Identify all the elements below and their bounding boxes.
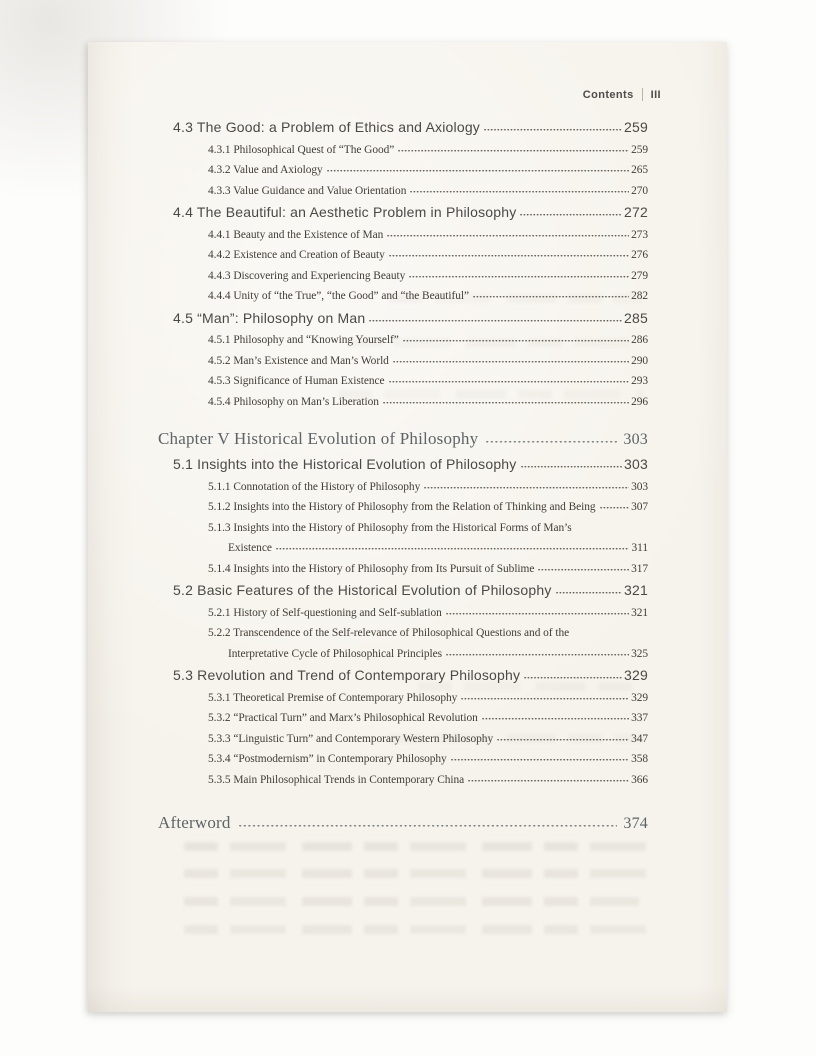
toc-entry bbox=[88, 810, 648, 837]
dot-leader bbox=[520, 214, 622, 216]
toc-entry bbox=[88, 453, 648, 477]
toc-entry-page-number: 347 bbox=[631, 732, 648, 745]
toc-entry-title: 5.1 Insights into the Historical Evolution of Philosophy bbox=[173, 456, 517, 472]
toc-entry-title: 4.4 The Beautiful: an Aesthetic Problem in Philosophy bbox=[173, 204, 517, 220]
toc-entry-title: 5.3 Revolution and Trend of Contemporary Philosophy bbox=[173, 667, 521, 683]
toc-entry-title: 4.4.2 Existence and Creation of Beauty bbox=[208, 249, 385, 261]
toc-entry bbox=[88, 559, 648, 580]
toc-entry bbox=[88, 708, 648, 729]
toc-entry-page-number: 307 bbox=[631, 501, 648, 513]
toc-entry bbox=[88, 664, 648, 688]
toc-entry bbox=[88, 497, 648, 518]
toc-entry-page-number: 282 bbox=[631, 290, 648, 302]
dot-leader bbox=[484, 129, 622, 131]
dot-leader bbox=[600, 507, 630, 509]
toc-entry bbox=[88, 201, 648, 225]
toc-entry bbox=[88, 623, 648, 644]
toc-entry-page-number: 285 bbox=[624, 309, 648, 326]
toc-entry bbox=[88, 371, 648, 392]
toc-entry-title: 5.3.3 “Linguistic Turn” and Contemporary Western Philosophy bbox=[208, 732, 494, 745]
toc-entry-title: 4.5.4 Philosophy on Man’s Liberation bbox=[208, 395, 379, 408]
toc-entry-page-number: 325 bbox=[631, 647, 648, 660]
dot-leader bbox=[521, 466, 623, 468]
toc-entry-title: 5.1.3 Insights into the History of Philosophy from the Historical Forms of Man’s bbox=[208, 521, 572, 534]
toc-entry-title: 4.5.3 Significance of Human Existence bbox=[208, 375, 385, 387]
book-page bbox=[88, 42, 727, 1012]
dot-leader bbox=[387, 235, 629, 237]
toc-entry-page-number: 296 bbox=[631, 395, 648, 408]
toc-entry-page-number: 329 bbox=[624, 667, 648, 683]
dot-leader bbox=[398, 150, 629, 152]
bleed-through-line bbox=[184, 869, 654, 878]
toc-entry-page-number: 337 bbox=[631, 712, 648, 724]
toc-entry bbox=[88, 688, 648, 709]
toc-entry-title: 4.5.1 Philosophy and “Knowing Yourself” bbox=[208, 334, 399, 346]
toc-entry-page-number: 259 bbox=[624, 119, 648, 135]
dot-leader bbox=[403, 340, 629, 342]
dot-leader bbox=[276, 548, 630, 550]
toc-entry bbox=[88, 426, 648, 453]
bleed-through-line bbox=[184, 897, 639, 906]
toc-entry-page-number: 321 bbox=[624, 582, 648, 598]
toc-entry bbox=[88, 181, 648, 202]
dot-leader bbox=[482, 718, 629, 720]
toc-entry-title: 5.3.1 Theoretical Premise of Contemporary Philosophy bbox=[208, 691, 458, 704]
running-head-page-number: III bbox=[650, 88, 661, 101]
toc-entry bbox=[88, 307, 648, 331]
toc-entry bbox=[88, 392, 648, 413]
toc-entry-page-number: 279 bbox=[631, 269, 648, 282]
toc-entry-page-number: 273 bbox=[631, 228, 648, 241]
toc-entry-page-number: 276 bbox=[631, 249, 648, 261]
toc-entry-title: 5.3.5 Main Philosophical Trends in Contemporary China bbox=[208, 773, 465, 786]
toc-entry bbox=[88, 729, 648, 750]
toc-entry-title: Existence bbox=[228, 542, 272, 554]
toc-entry-page-number: 358 bbox=[631, 753, 648, 765]
dot-leader bbox=[446, 613, 629, 615]
toc-entry bbox=[88, 518, 648, 539]
toc-entry-page-number: 366 bbox=[631, 773, 648, 786]
dot-leader bbox=[239, 825, 618, 827]
dot-leader bbox=[389, 255, 629, 257]
dot-leader bbox=[473, 296, 629, 298]
dot-leader bbox=[369, 320, 622, 322]
toc-entry-page-number: 303 bbox=[631, 480, 648, 493]
toc-entry-page-number: 293 bbox=[631, 375, 648, 387]
toc-entry-page-number: 259 bbox=[631, 143, 648, 156]
dot-leader bbox=[327, 170, 629, 172]
toc-entry-page-number: 270 bbox=[631, 184, 648, 197]
toc-entry bbox=[88, 225, 648, 246]
running-head-section: Contents bbox=[582, 88, 634, 101]
toc-entry bbox=[88, 579, 648, 603]
toc-entry bbox=[88, 160, 648, 181]
toc-entry-page-number: 321 bbox=[631, 606, 648, 619]
dot-leader bbox=[409, 276, 629, 278]
running-head bbox=[583, 88, 661, 101]
toc-entry-title: 5.2.2 Transcendence of the Self-relevance of Philosophical Questions and of the bbox=[208, 627, 570, 639]
dot-leader bbox=[424, 487, 629, 489]
toc-entry-title: 4.4.3 Discovering and Experiencing Beauty bbox=[208, 269, 406, 282]
toc-entry-page-number: 290 bbox=[631, 354, 648, 367]
toc-entry-title: 5.1.1 Connotation of the History of Philosophy bbox=[208, 480, 421, 493]
toc-entry-title: 4.3.3 Value Guidance and Value Orientation bbox=[208, 184, 407, 197]
dot-leader bbox=[461, 698, 629, 700]
toc-entry-title: Afterword bbox=[158, 813, 231, 832]
toc-entry bbox=[88, 116, 648, 140]
toc-entry-title: 4.3.2 Value and Axiology bbox=[208, 164, 323, 176]
table-of-contents bbox=[88, 116, 727, 837]
toc-entry-title: 5.1.4 Insights into the History of Philosophy from Its Pursuit of Sublime bbox=[208, 562, 535, 575]
dot-leader bbox=[446, 654, 629, 656]
bleed-through-line bbox=[184, 925, 652, 934]
toc-entry bbox=[88, 330, 648, 351]
dot-leader bbox=[486, 441, 617, 443]
toc-entry-title: Interpretative Cycle of Philosophical Principles bbox=[228, 647, 442, 660]
toc-entry-page-number: 272 bbox=[624, 204, 648, 220]
dot-leader bbox=[556, 592, 623, 594]
toc-entry-title: 4.5 “Man”: Philosophy on Man bbox=[173, 309, 366, 326]
toc-entry-title: 4.3 The Good: a Problem of Ethics and Axiology bbox=[173, 119, 481, 135]
toc-entry bbox=[88, 603, 648, 624]
toc-entry bbox=[88, 266, 648, 287]
toc-entry-page-number: 329 bbox=[631, 691, 648, 704]
toc-entry-title: 5.2 Basic Features of the Historical Evolution of Philosophy bbox=[173, 582, 552, 598]
toc-entry-title: Chapter V Historical Evolution of Philosophy bbox=[158, 429, 479, 448]
dot-leader bbox=[538, 569, 629, 571]
toc-entry bbox=[88, 538, 648, 559]
toc-entry-page-number: 311 bbox=[631, 542, 648, 554]
toc-entry bbox=[88, 477, 648, 498]
dot-leader bbox=[383, 402, 629, 404]
toc-entry-title: 4.4.4 Unity of “the True”, “the Good” and “the Beautiful” bbox=[208, 290, 469, 302]
toc-entry bbox=[88, 749, 648, 770]
dot-leader bbox=[524, 677, 622, 679]
toc-entry-page-number: 374 bbox=[623, 815, 648, 832]
toc-entry bbox=[88, 245, 648, 266]
bleed-through-line bbox=[184, 842, 646, 851]
toc-entry-page-number: 286 bbox=[631, 334, 648, 346]
toc-entry-title: 5.1.2 Insights into the History of Philosophy from the Relation of Thinking and Being bbox=[208, 501, 596, 513]
toc-entry-title: 4.3.1 Philosophical Quest of “The Good” bbox=[208, 143, 395, 156]
toc-entry-title: 4.5.2 Man’s Existence and Man’s World bbox=[208, 354, 389, 367]
toc-entry-title: 4.4.1 Beauty and the Existence of Man bbox=[208, 228, 384, 241]
toc-entry-page-number: 265 bbox=[631, 164, 648, 176]
toc-entry-page-number: 303 bbox=[623, 431, 648, 448]
toc-entry-page-number: 303 bbox=[624, 456, 648, 472]
toc-entry-title: 5.2.1 History of Self-questioning and Self-sublation bbox=[208, 606, 442, 619]
toc-entry-title: 5.3.4 “Postmodernism” in Contemporary Philosophy bbox=[208, 753, 447, 765]
toc-entry bbox=[88, 286, 648, 307]
running-head-divider bbox=[642, 88, 643, 101]
dot-leader bbox=[393, 361, 629, 363]
toc-entry bbox=[88, 140, 648, 161]
dot-leader bbox=[410, 191, 629, 193]
toc-entry-page-number: 317 bbox=[631, 562, 648, 575]
toc-entry-title: 5.3.2 “Practical Turn” and Marx’s Philosophical Revolution bbox=[208, 712, 478, 724]
dot-leader bbox=[451, 759, 629, 761]
dot-leader bbox=[389, 381, 630, 383]
toc-entry bbox=[88, 770, 648, 791]
dot-leader bbox=[468, 780, 629, 782]
dot-leader bbox=[497, 739, 629, 741]
toc-entry bbox=[88, 644, 648, 665]
toc-entry bbox=[88, 351, 648, 372]
